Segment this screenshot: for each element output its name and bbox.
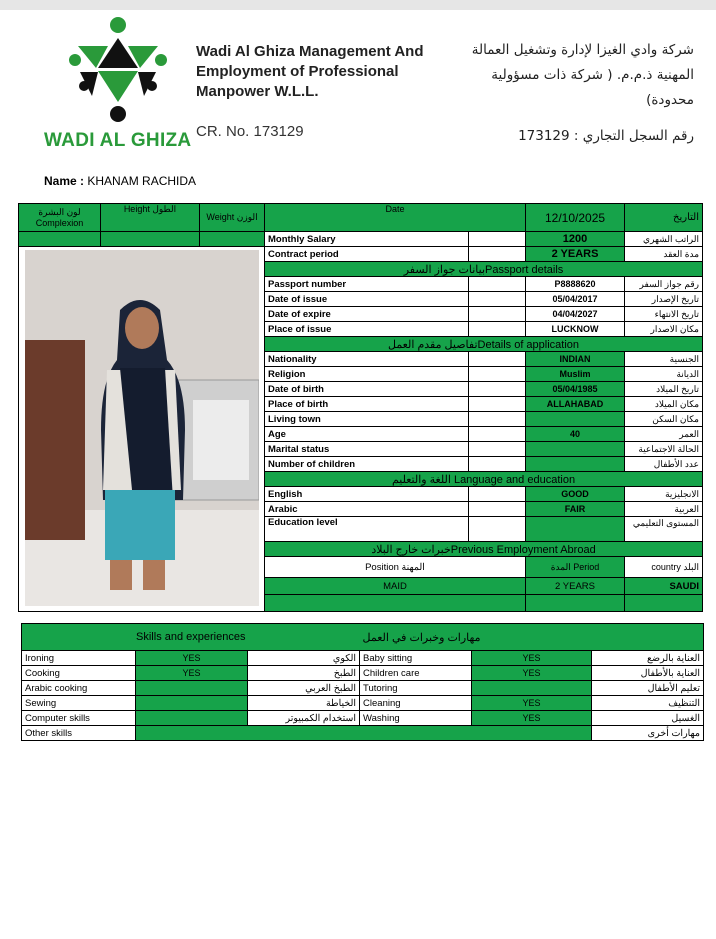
- children-count-value: [526, 457, 625, 472]
- age-label: Age: [265, 427, 469, 442]
- empty-cell: [469, 412, 526, 427]
- birth-place-ar: مكان الميلاد: [625, 397, 703, 412]
- skill-computer-ar: استخدام الكمبيوتر: [248, 711, 360, 726]
- header-row: [19, 204, 703, 232]
- empty-cell: [469, 277, 526, 292]
- skill-baby-sitting-label: Baby sitting: [360, 651, 472, 666]
- contract-period-label: Contract period: [265, 247, 469, 262]
- skill-arabic-cooking-ar: الطبخ العربي: [248, 681, 360, 696]
- skill-ironing-ar: الكوي: [248, 651, 360, 666]
- issue-place-label: Place of issue: [265, 322, 469, 337]
- skill-arabic-cooking-value: [136, 681, 248, 696]
- education-ar: المستوى التعليمي: [625, 517, 703, 542]
- skill-children-care-value: YES: [472, 666, 592, 681]
- other-skills-value: [136, 726, 592, 741]
- candidate-photo: [25, 250, 259, 606]
- country-value: SAUDI: [625, 578, 703, 595]
- skills-title-en: Skills and experiences: [22, 624, 360, 651]
- top-strip: [0, 0, 716, 10]
- empty-cell: [625, 595, 703, 612]
- skill-children-care-label: Children care: [360, 666, 472, 681]
- passport-number-ar: رقم جواز السفر: [625, 277, 703, 292]
- other-skills-label: Other skills: [22, 726, 136, 741]
- skill-washing-label: Washing: [360, 711, 472, 726]
- issue-place-ar: مكان الاصدار: [625, 322, 703, 337]
- empty-cell: [469, 352, 526, 367]
- expire-date-ar: تاريخ الانتهاء: [625, 307, 703, 322]
- children-count-ar: عدد الأطفال: [625, 457, 703, 472]
- skill-washing-value: YES: [472, 711, 592, 726]
- empty-cell: [469, 457, 526, 472]
- skill-sewing-value: [136, 696, 248, 711]
- birth-date-label: Date of birth: [265, 382, 469, 397]
- religion-label: Religion: [265, 367, 469, 382]
- application-table: [18, 203, 703, 612]
- skills-title-ar: مهارات وخبرات في العمل: [360, 624, 704, 651]
- skill-cooking-value: YES: [136, 666, 248, 681]
- empty-cell: [469, 487, 526, 502]
- arabic-value: FAIR: [526, 502, 625, 517]
- birth-place-value: ALLAHABAD: [526, 397, 625, 412]
- living-town-ar: مكان السكن: [625, 412, 703, 427]
- birth-date-ar: تاريخ الميلاد: [625, 382, 703, 397]
- candidate-name: KHANAM RACHIDA: [87, 174, 197, 188]
- other-skills-ar: مهارات أخرى: [592, 726, 704, 741]
- expire-date-label: Date of expire: [265, 307, 469, 322]
- empty-cell: [469, 517, 526, 542]
- marital-status-value: [526, 442, 625, 457]
- empty-cell: [469, 442, 526, 457]
- language-title: اللغة والتعليم Language and education: [265, 472, 703, 487]
- empty-cell: [265, 595, 526, 612]
- education-value: [526, 517, 625, 542]
- company-name-ar-line: المهنية ذ.م.م. ( شركة ذات مسؤولية: [491, 67, 694, 83]
- skills-row: [22, 681, 704, 696]
- country-header: country البلد: [625, 557, 703, 578]
- issue-date-value: 05/04/2017: [526, 292, 625, 307]
- candidate-photo-icon: [25, 250, 259, 606]
- candidate-name-line: [44, 174, 196, 188]
- logo-wordmark: WADI AL GHIZA: [44, 130, 192, 151]
- english-label: English: [265, 487, 469, 502]
- skill-baby-sitting-ar: العناية بالرضع: [592, 651, 704, 666]
- date-ar: التاريخ: [625, 204, 703, 232]
- nationality-ar: الجنسية: [625, 352, 703, 367]
- cr-number-en: CR. No. 173129: [196, 123, 304, 140]
- cr-number-ar: رقم السجل التجاري : 173129: [518, 128, 694, 144]
- education-label: Education level: [265, 517, 469, 542]
- skills-row: [22, 711, 704, 726]
- duration-value: 2 YEARS: [526, 578, 625, 595]
- skills-row: [22, 666, 704, 681]
- company-name-ar-line: محدودة): [646, 92, 694, 108]
- contract-row: [19, 232, 703, 247]
- skill-arabic-cooking-label: Arabic cooking: [22, 681, 136, 696]
- empty-cell: [469, 307, 526, 322]
- company-name-ar-line: شركة وادي الغيزا لإدارة وتشغيل العمالة: [471, 42, 694, 58]
- passport-number-label: Passport number: [265, 277, 469, 292]
- skill-computer-value: [136, 711, 248, 726]
- weight-header: Weight الوزن: [200, 204, 265, 232]
- skill-computer-label: Computer skills: [22, 711, 136, 726]
- religion-ar: الديانة: [625, 367, 703, 382]
- religion-value: Muslim: [526, 367, 625, 382]
- empty-cell: [469, 382, 526, 397]
- empty-cell: [526, 595, 625, 612]
- nationality-value: INDIAN: [526, 352, 625, 367]
- position-header: Position المهنة: [265, 557, 526, 578]
- skills-header-row: [22, 624, 704, 651]
- skills-table: [21, 623, 704, 741]
- empty-cell: [469, 247, 526, 262]
- monthly-salary-ar: الراتب الشهري: [625, 232, 703, 247]
- monthly-salary-value: 1200: [526, 232, 625, 247]
- photo-cell: [19, 247, 265, 612]
- skill-cleaning-value: YES: [472, 696, 592, 711]
- skill-tutoring-value: [472, 681, 592, 696]
- skill-ironing-label: Ironing: [22, 651, 136, 666]
- passport-number-value: P8888620: [526, 277, 625, 292]
- weight-value: [200, 232, 265, 247]
- age-ar: العمر: [625, 427, 703, 442]
- skill-cleaning-ar: التنظيف: [592, 696, 704, 711]
- skill-tutoring-ar: تعليم الأطفال: [592, 681, 704, 696]
- expire-date-value: 04/04/2027: [526, 307, 625, 322]
- passport-title: بيانات جواز السفرPassport details: [265, 262, 703, 277]
- height-value: [101, 232, 200, 247]
- children-count-label: Number of children: [265, 457, 469, 472]
- english-ar: الانجليزية: [625, 487, 703, 502]
- skill-cooking-label: Cooking: [22, 666, 136, 681]
- skill-children-care-ar: العناية بالأطفال: [592, 666, 704, 681]
- contract-period-value: 2 YEARS: [526, 247, 625, 262]
- issue-date-label: Date of issue: [265, 292, 469, 307]
- living-town-value: [526, 412, 625, 427]
- skill-ironing-value: YES: [136, 651, 248, 666]
- company-name-en-line: Wadi Al Ghiza Management And: [196, 43, 424, 60]
- birth-place-label: Place of birth: [265, 397, 469, 412]
- company-name-en: [196, 42, 424, 102]
- company-name-en-line: Manpower W.L.L.: [196, 83, 319, 100]
- skill-cleaning-label: Cleaning: [360, 696, 472, 711]
- skill-sewing-ar: الخياطة: [248, 696, 360, 711]
- company-name-ar: [424, 38, 694, 113]
- job-value: MAID: [265, 578, 526, 595]
- height-header: Height الطول: [101, 204, 200, 232]
- living-town-label: Living town: [265, 412, 469, 427]
- empty-cell: [469, 322, 526, 337]
- date-value: 12/10/2025: [526, 204, 625, 232]
- period-header: المدة Period: [526, 557, 625, 578]
- company-name-en-line: Employment of Professional: [196, 63, 399, 80]
- skills-row: [22, 651, 704, 666]
- empty-cell: [469, 427, 526, 442]
- arabic-ar: العربية: [625, 502, 703, 517]
- skills-other-row: [22, 726, 704, 741]
- skill-tutoring-label: Tutoring: [360, 681, 472, 696]
- name-label: Name :: [44, 174, 85, 188]
- date-label: Date: [265, 204, 526, 232]
- issue-place-value: LUCKNOW: [526, 322, 625, 337]
- marital-status-ar: الحالة الاجتماعية: [625, 442, 703, 457]
- complexion-header: لون البشرة Complexion: [19, 204, 101, 232]
- empty-cell: [469, 232, 526, 247]
- marital-status-label: Marital status: [265, 442, 469, 457]
- logo-star-icon: [68, 16, 168, 128]
- employment-title: خبرات خارج البلادPrevious Employment Abroad: [265, 542, 703, 557]
- monthly-salary-label: Monthly Salary: [265, 232, 469, 247]
- empty-cell: [469, 397, 526, 412]
- empty-cell: [469, 292, 526, 307]
- skill-baby-sitting-value: YES: [472, 651, 592, 666]
- skill-washing-ar: الغسيل: [592, 711, 704, 726]
- issue-date-ar: تاريخ الإصدار: [625, 292, 703, 307]
- english-value: GOOD: [526, 487, 625, 502]
- empty-cell: [469, 502, 526, 517]
- arabic-label: Arabic: [265, 502, 469, 517]
- birth-date-value: 05/04/1985: [526, 382, 625, 397]
- skill-cooking-ar: الطبخ: [248, 666, 360, 681]
- complexion-value: [19, 232, 101, 247]
- skills-row: [22, 696, 704, 711]
- contract-row: [19, 247, 703, 262]
- skill-sewing-label: Sewing: [22, 696, 136, 711]
- age-value: 40: [526, 427, 625, 442]
- empty-cell: [469, 367, 526, 382]
- contract-period-ar: مدة العقد: [625, 247, 703, 262]
- nationality-label: Nationality: [265, 352, 469, 367]
- company-logo: [68, 16, 168, 128]
- application-title: تفاصيل مقدم العملDetails of application: [265, 337, 703, 352]
